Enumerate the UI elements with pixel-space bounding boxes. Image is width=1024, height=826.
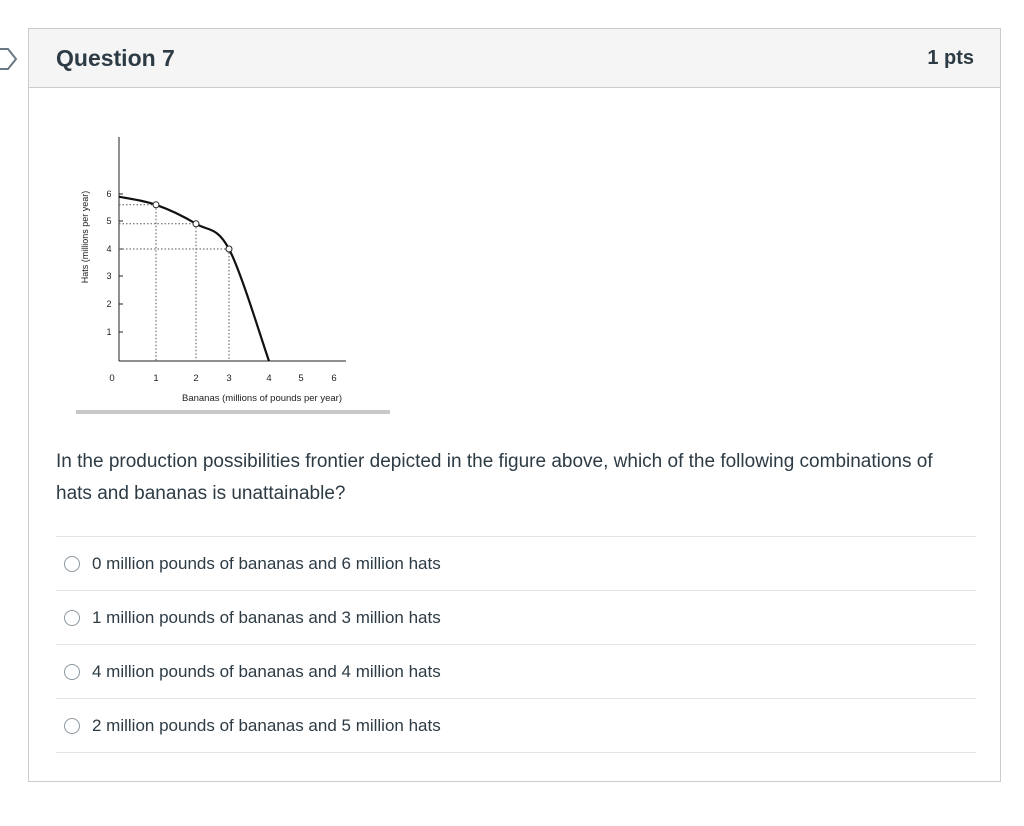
x-tick-label: 5 [298, 373, 304, 384]
figure-divider [76, 410, 390, 414]
answer-option-4[interactable] [56, 699, 976, 753]
ppf-point [226, 246, 232, 252]
answer-label: 0 million pounds of bananas and 6 million hats [92, 553, 441, 573]
question-flag-icon[interactable] [0, 48, 18, 70]
x-tick-label: 6 [331, 373, 337, 384]
y-tick-label: 3 [106, 271, 112, 281]
x-axis-label: Bananas (millions of pounds per year) [181, 393, 343, 404]
ppf-point [153, 202, 159, 208]
radio-button[interactable] [64, 664, 80, 680]
y-tick-label: 5 [106, 216, 112, 226]
ppf-chart [76, 129, 396, 419]
question-points: 1 pts [927, 46, 974, 69]
answer-option-3[interactable] [56, 645, 976, 699]
question-header [29, 29, 1000, 88]
answer-option-2[interactable] [56, 591, 976, 645]
question-title: Question 7 [56, 44, 175, 71]
y-tick-label: 4 [106, 244, 112, 254]
answer-list [56, 536, 976, 753]
answer-label: 4 million pounds of bananas and 4 million hats [92, 661, 441, 681]
y-tick-label: 1 [106, 327, 112, 337]
y-tick-label: 2 [106, 299, 112, 309]
question-text: In the production possibilities frontier depicted in the figure above, which of the following combinations of hats and bananas is unattainable? [56, 451, 933, 504]
radio-button[interactable] [64, 718, 80, 734]
answer-label: 2 million pounds of bananas and 5 million hats [92, 715, 441, 735]
y-tick-label: 6 [106, 189, 112, 199]
x-tick-label: 4 [266, 373, 272, 384]
y-axis-label: Hats (millions per year) [80, 190, 90, 284]
answer-option-1[interactable] [56, 537, 976, 591]
x-tick-label: 2 [193, 373, 199, 384]
question-card [28, 28, 1001, 782]
ppf-point [193, 221, 199, 227]
x-tick-label: 3 [226, 373, 232, 384]
answer-label: 1 million pounds of bananas and 3 million hats [92, 607, 441, 627]
x-tick-label: 1 [153, 373, 159, 384]
radio-button[interactable] [64, 556, 80, 572]
radio-button[interactable] [64, 610, 80, 626]
x-tick-label: 0 [109, 373, 115, 384]
